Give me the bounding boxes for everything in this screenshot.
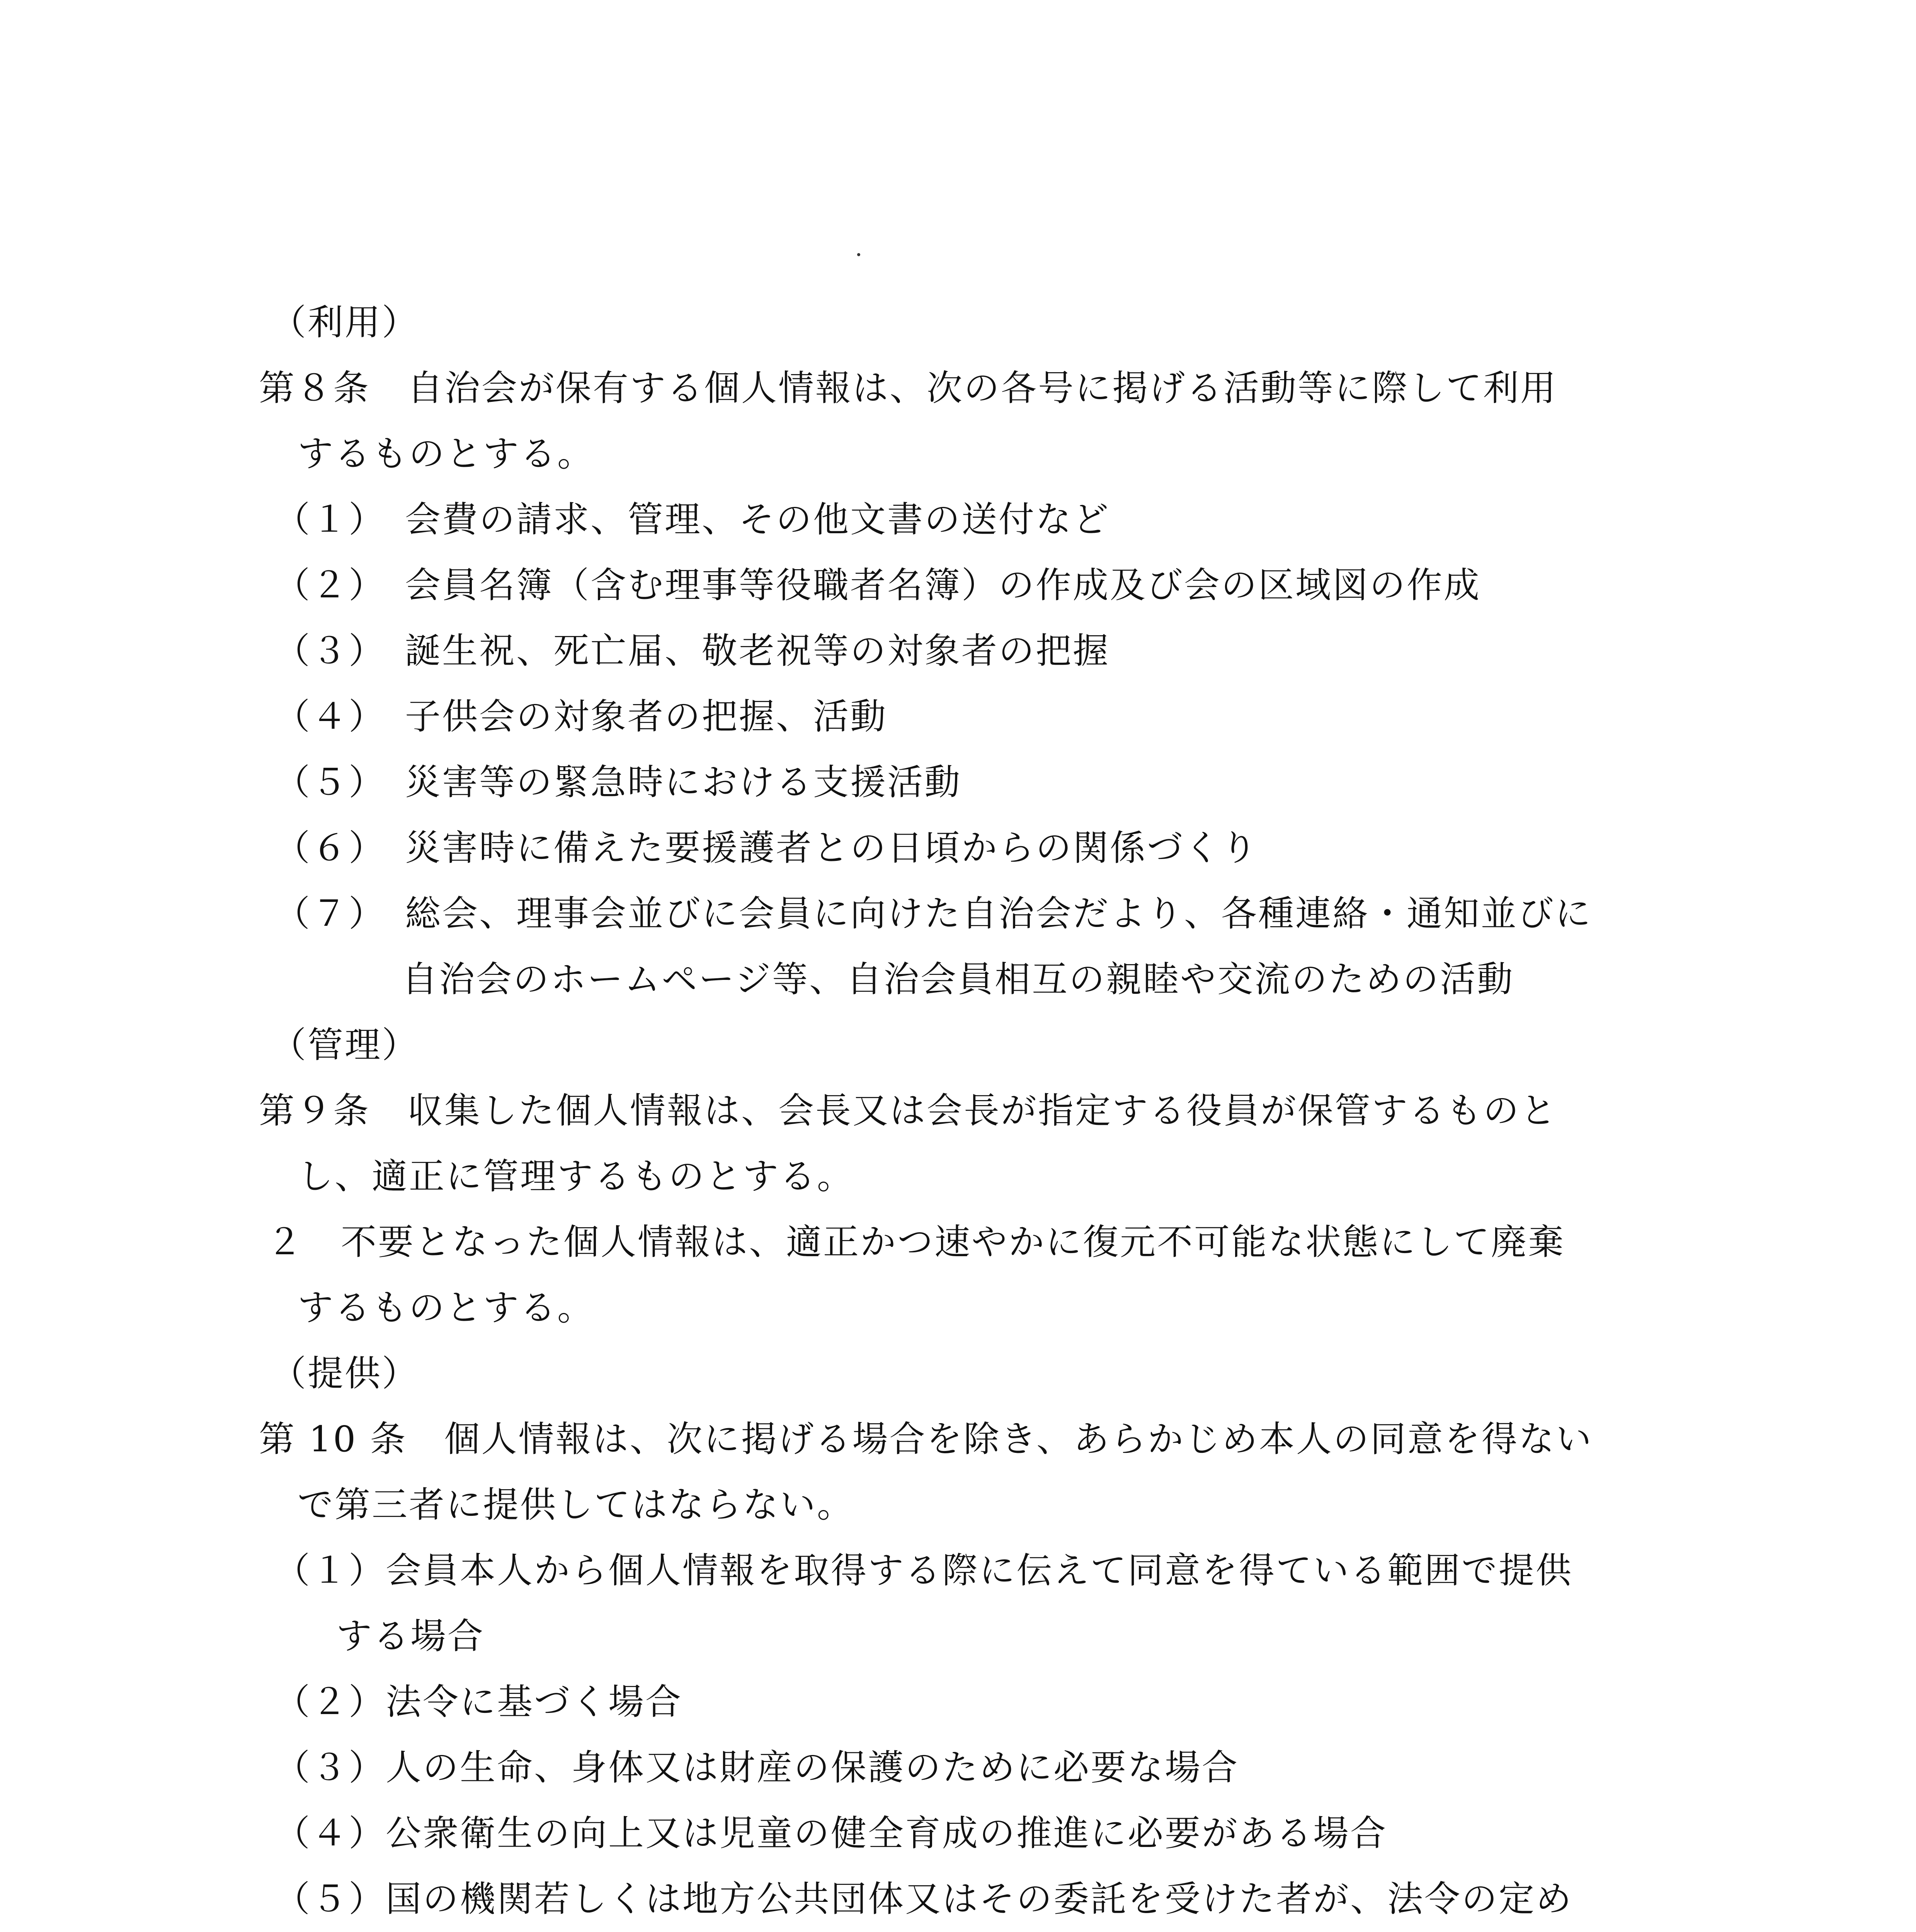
- article-9-paragraph-2-cont: するものとする。: [298, 1287, 595, 1328]
- article-10-item-4: （４）公衆衛生の向上又は児童の健全育成の推進に必要がある場合: [274, 1813, 1388, 1854]
- article-10-item-1: （１）会員本人から個人情報を取得する際に伝えて同意を得ている範囲で提供: [274, 1550, 1573, 1591]
- article-10-item-2: （２）法令に基づく場合: [274, 1681, 683, 1723]
- article-10-item-5: （５）国の機関若しくは地方公共団体又はその委託を受けた者が、法令の定め: [274, 1878, 1573, 1920]
- article-8-item-7-cont: 自治会のホームページ等、自治会員相互の親睦や交流のための活動: [402, 959, 1514, 1000]
- heading-kanri: （管理）: [271, 1024, 419, 1066]
- article-8-item-3: （３） 誕生祝、死亡届、敬老祝等の対象者の把握: [274, 630, 1110, 672]
- article-9-text-cont: し、適正に管理するものとする。: [298, 1156, 854, 1197]
- article-8-item-5: （５） 災害等の緊急時における支援活動: [274, 762, 962, 803]
- article-10-text: 第 10 条 個人情報は、次に掲げる場合を除き、あらかじめ本人の同意を得ない: [259, 1418, 1593, 1460]
- article-8-item-4: （４） 子供会の対象者の把握、活動: [274, 696, 888, 737]
- article-9-paragraph-2: ２ 不要となった個人情報は、適正かつ速やかに復元不可能な状態にして廃棄: [267, 1221, 1565, 1263]
- article-8-item-2: （２） 会員名簿（含む理事等役職者名簿）の作成及び会の区域図の作成: [274, 565, 1481, 606]
- article-8-text: 第８条 自治会が保有する個人情報は、次の各号に掲げる活動等に際して利用: [259, 367, 1558, 409]
- article-9-text: 第９条 収集した個人情報は、会長又は会長が指定する役員が保管するものと: [259, 1090, 1558, 1131]
- article-10-text-cont: で第三者に提供してはならない。: [298, 1484, 854, 1526]
- heading-riyou: （利用）: [271, 302, 419, 343]
- scan-speck: [857, 253, 860, 256]
- article-8-item-7: （７） 総会、理事会並びに会員に向けた自治会だより、各種連絡・通知並びに: [274, 893, 1593, 934]
- article-10-item-1-cont: する場合: [336, 1616, 485, 1657]
- article-8-item-1: （１） 会費の請求、管理、その他文書の送付など: [274, 499, 1110, 540]
- article-10-item-3: （３）人の生命、身体又は財産の保護のために必要な場合: [274, 1747, 1239, 1788]
- article-8-text-cont: するものとする。: [298, 433, 595, 474]
- article-8-item-6: （６） 災害時に備えた要援護者との日頃からの関係づくり: [274, 827, 1259, 869]
- heading-teikyou: （提供）: [271, 1353, 419, 1394]
